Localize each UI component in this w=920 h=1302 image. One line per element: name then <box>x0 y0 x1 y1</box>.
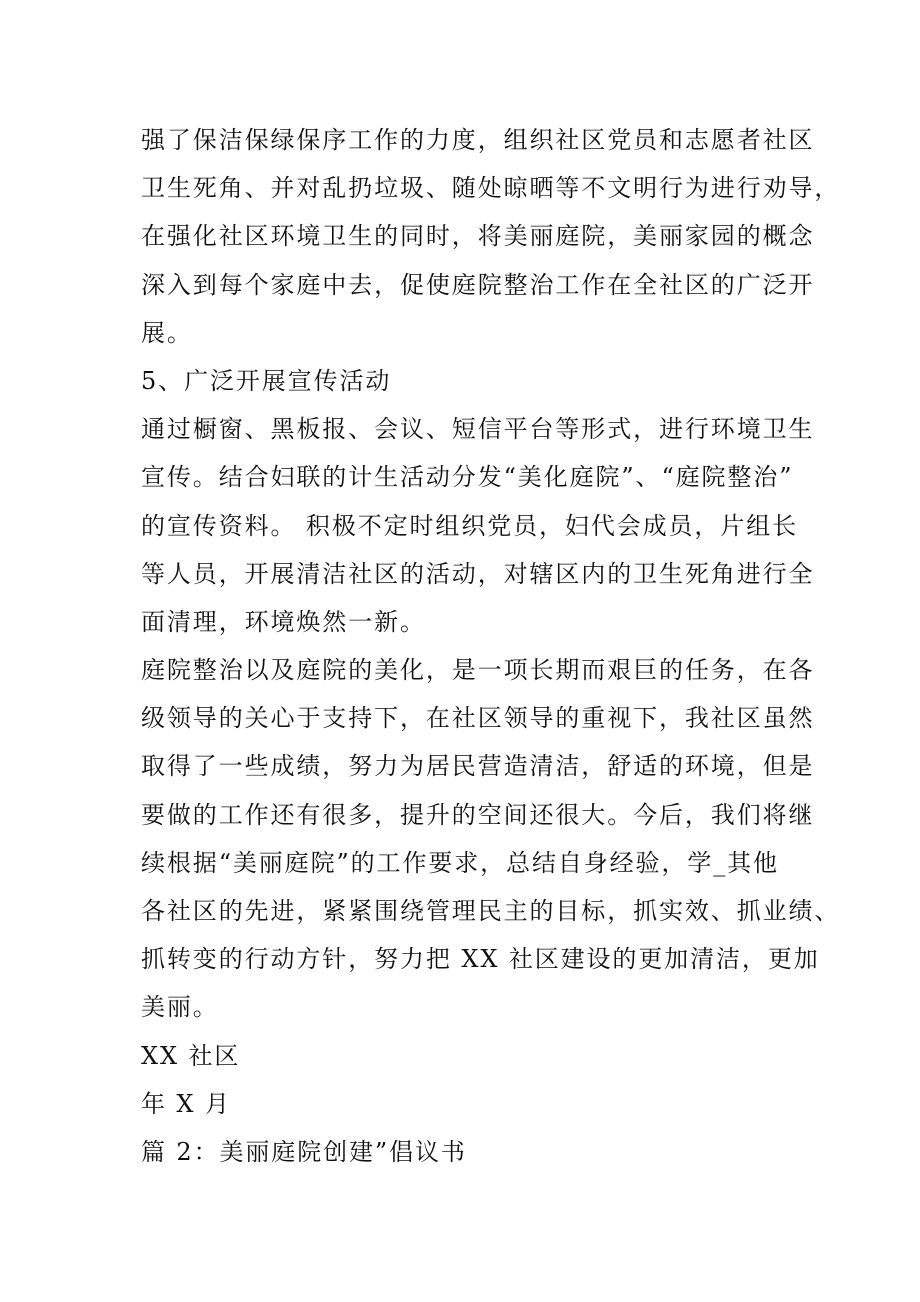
text-line: 展。 <box>141 318 193 347</box>
text-line: 深入到每个家庭中去，促使庭院整治工作在全社区的广泛开 <box>141 270 815 299</box>
signature-organization: XX 社区 <box>141 1041 241 1070</box>
text-line: 在强化社区环境卫生的同时，将美丽庭院，美丽家园的概念 <box>141 222 815 251</box>
text-line: 等人员，开展清洁社区的活动，对辖区内的卫生死角进行全 <box>141 559 815 588</box>
text-line: 卫生死角、并对乱扔垃圾、随处晾晒等不文明行为进行劝导， <box>141 174 841 203</box>
text-line: 美丽。 <box>141 993 219 1022</box>
text-line: 庭院整治以及庭院的美化，是一项长期而艰巨的任务，在各 <box>141 656 815 685</box>
text-line: 各社区的先进，紧紧围绕管理民主的目标，抓实效、抓业绩、 <box>141 897 841 925</box>
text-line: 级领导的关心于支持下，在社区领导的重视下，我社区虽然 <box>141 704 815 733</box>
text-line: 强了保洁保绿保序工作的力度，组织社区党员和志愿者社区 <box>141 126 815 154</box>
text-line: 抓转变的行动方针，努力把 XX 社区建设的更加清洁，更加 <box>141 945 820 974</box>
text-line: 取得了一些成绩，努力为居民营造清洁，舒适的环境，但是 <box>141 752 815 781</box>
text-line: 面清理，环境焕然一新。 <box>141 607 426 636</box>
text-line: 续根据“美丽庭院”的工作要求，总结自身经验，学_其他 <box>141 848 779 877</box>
document-page <box>141 116 841 1176</box>
text-line: 要做的工作还有很多，提升的空间还很大。今后，我们将继 <box>141 800 815 829</box>
section-heading: 5、广泛开展宣传活动 <box>141 366 392 395</box>
text-line: 宣传。结合妇联的计生活动分发“美化庭院”、“庭院整治” <box>141 463 794 492</box>
chapter-heading: 篇 2：美丽庭院创建”倡议书 <box>141 1137 467 1166</box>
signature-date: 年 X 月 <box>141 1089 231 1118</box>
text-line: 的宣传资料。 积极不定时组织党员，妇代会成员，片组长 <box>141 511 799 540</box>
text-line: 通过橱窗、黑板报、会议、短信平台等形式，进行环境卫生 <box>141 415 815 444</box>
